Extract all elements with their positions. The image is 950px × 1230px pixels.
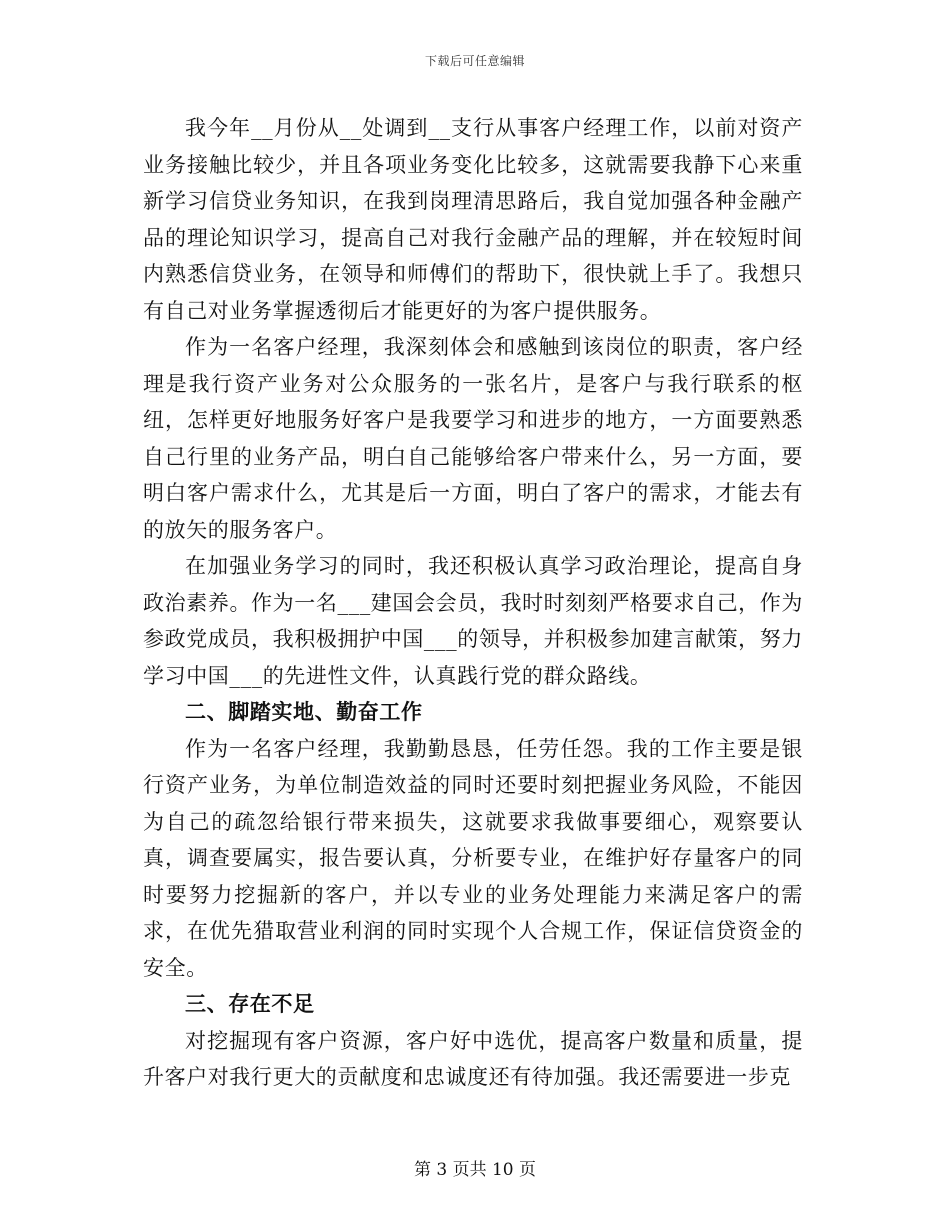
- page-header: 下载后可任意编辑: [424, 54, 525, 68]
- section-heading-shortcomings: 三、存在不足: [185, 992, 315, 1016]
- paragraph-role-duty: 作为一名客户经理，我深刻体会和感触到该岗位的职责，客户经理是我行资产业务对公众服务的一张名片，是客户与我行联系的枢纽，怎样更好地服务好客户是我要学习和进步的地方，一方面要熟悉自己行里的业务产品，明白自己能够给客户带来什么，另一方面，要明白客户需求什么，尤其是后一方面，明白了客户的需求，才能去有的放矢的服务客户。: [143, 335, 803, 542]
- paragraph-job-transfer: 我今年__月份从__处调到__支行从事客户经理工作，以前对资产业务接触比较少，并且各项业务变化比较多，这就需要我静下心来重新学习信贷业务知识，在我到岗理清思路后，我自觉加强各种金融产品的理论知识学习，提高自己对我行金融产品的理解，并在较短时间内熟悉信贷业务，在领导和师傅们的帮助下，很快就上手了。我想只有自己对业务掌握透彻后才能更好的为客户提供服务。: [143, 116, 803, 323]
- page-footer: 第 3 页共 10 页: [413, 1160, 537, 1180]
- paragraph-shortcomings: 对挖掘现有客户资源，客户好中选优，提高客户数量和质量，提升客户对我行更大的贡献度和忠诚度还有待加强。我还需要进一步克: [143, 1028, 803, 1089]
- paragraph-work-details: 作为一名客户经理，我勤勤恳恳，任劳任怨。我的工作主要是银行资产业务，为单位制造效益的同时还要时刻把握业务风险，不能因为自己的疏忽给银行带来损失，这就要求我做事要细心，观察要认真，调查要属实，报告要认真，分析要专业，在维护好存量客户的同时要努力挖掘新的客户，并以专业的业务处理能力来满足客户的需求，在优先猎取营业利润的同时实现个人合规工作，保证信贷资金的安全。: [143, 736, 803, 980]
- section-heading-diligent-work: 二、脚踏实地、勤奋工作: [185, 700, 423, 724]
- paragraph-political-study: 在加强业务学习的同时，我还积极认真学习政治理论，提高自身政治素养。作为一名___建国会会员，我时时刻刻严格要求自己，作为参政党成员，我积极拥护中国___的领导，并积极参加建言献策，努力学习中国___的先进性文件，认真践行党的群众路线。: [143, 554, 803, 688]
- document-body: [143, 110, 803, 1096]
